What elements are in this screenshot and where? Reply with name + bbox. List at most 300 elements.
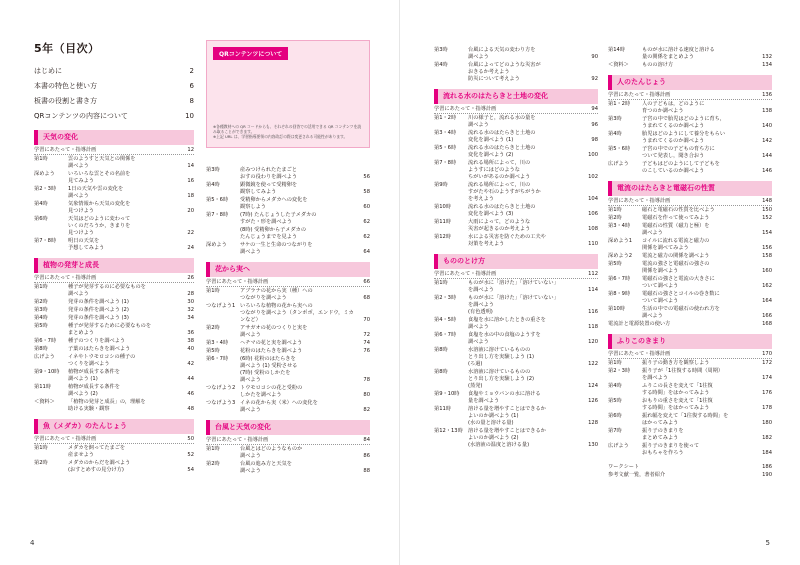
- entry-title: [642, 464, 756, 471]
- entry-title: 食塩を水に溶かしたときの重さを 調べよう: [468, 317, 546, 330]
- entry-title: 天気はどのように変わって いくのだろうか，きまりを 見つけよう: [68, 216, 131, 236]
- entry-title: いろいろな植物の花から実への つながりを調べよう（タンポポ，エンドウ，ミカンなど）: [240, 303, 354, 323]
- entry-page: 74: [363, 340, 370, 346]
- toc-entry: [434, 279, 598, 294]
- entry-lesson: 第1時: [608, 207, 622, 213]
- entry-title: 人の子どもは，どのように 育つのか調べよう: [642, 101, 705, 114]
- entry-lesson: 第2時: [206, 461, 220, 467]
- entry-page: 162: [762, 283, 772, 289]
- entry-lesson: 第2・3時: [608, 368, 631, 374]
- entry-lesson: 第7・8時: [434, 160, 457, 166]
- entry-title: 流れる場所によって，川の すがたや石のようすがちがうか を考えよう: [468, 182, 541, 202]
- qr-notes: [213, 124, 363, 139]
- toc-entry: [608, 46, 772, 61]
- entry-lesson: 第1時: [34, 445, 48, 451]
- entry-page: 98: [591, 137, 598, 143]
- entry-lesson: 第2・3時: [34, 186, 57, 192]
- entry-page: 154: [762, 230, 772, 236]
- entry-page: 178: [762, 405, 772, 411]
- toc-entry: [434, 181, 598, 203]
- entry-title: 振り子の動き方を観察しよう: [642, 360, 710, 366]
- intro-list: [34, 64, 194, 124]
- toc-entry: [608, 206, 772, 214]
- entry-title: (6時) 花粉のはたらきを 調べよう (1) 受粉させる (7時) 受粉のしかたを 調べよう: [240, 356, 298, 383]
- toc-entry: [206, 181, 370, 196]
- entry-title: 発芽の条件を調べよう (1): [68, 299, 129, 305]
- entry-page: 124: [588, 383, 598, 389]
- section-heading: ふりこのきまり: [608, 334, 772, 349]
- entry-page: 130: [588, 442, 598, 448]
- entry-title: 産みつけられたたまごと おすの役わりを調べよう: [240, 167, 298, 180]
- toc-entry: [434, 114, 598, 129]
- entry-title: 子どもはどのようにして子どもを のこしているのか調べよう: [642, 161, 720, 174]
- entry-page: 48: [187, 406, 194, 412]
- entry-page: 158: [762, 253, 772, 259]
- lead-label: 学習にあたって・指導計画: [206, 279, 269, 285]
- entry-lesson: 第8時: [434, 369, 448, 375]
- entry-title: ふりこの長さを変えて「1往復 する時間」をはかってみよう: [642, 383, 713, 396]
- entry-page: 116: [588, 309, 598, 315]
- toc-entry: [608, 471, 772, 479]
- entry-lesson: 第4時: [434, 62, 448, 68]
- toc-entry: [608, 160, 772, 175]
- entry-page: 176: [762, 390, 772, 396]
- entry-page: 44: [187, 376, 194, 382]
- toc-section: [434, 89, 598, 248]
- toc-entry: [34, 322, 194, 337]
- toc-entry: [206, 324, 370, 339]
- intro-page: 2: [189, 67, 194, 75]
- entry-lesson: 第3・4時: [608, 223, 631, 229]
- entry-page: 104: [588, 196, 598, 202]
- lead-label: 学習にあたって・指導計画: [608, 92, 671, 98]
- entry-lesson: 第5時: [206, 348, 220, 354]
- toc-entry: [608, 463, 772, 471]
- intro-item: [34, 109, 194, 124]
- toc-section: [608, 75, 772, 175]
- entry-page: 120: [588, 339, 598, 345]
- entry-page: 78: [363, 377, 370, 383]
- page-number: 5: [765, 539, 770, 547]
- toc-section: [608, 181, 772, 328]
- toc-entry: [434, 390, 598, 405]
- toc-entry: [434, 294, 598, 316]
- entry-lesson: 第5時: [34, 323, 48, 329]
- entry-page: 88: [363, 468, 370, 474]
- entry-lesson: 第4時: [34, 201, 48, 207]
- entry-page: 90: [591, 54, 598, 60]
- section-lead: [34, 434, 194, 444]
- entry-title: 電磁石の強さとコイルの巻き数に ついて調べよう: [642, 291, 720, 304]
- section-heading: もののとけ方: [434, 254, 598, 269]
- entry-lesson: 第3時: [608, 116, 622, 122]
- entry-lesson: 第5・6時: [608, 146, 631, 152]
- entry-lesson: 第4時: [608, 383, 622, 389]
- toc-entry: [608, 61, 772, 69]
- toc-entry: [34, 459, 194, 474]
- entry-lesson: 深めよう: [34, 171, 55, 177]
- toc-entry: [206, 166, 370, 181]
- toc-section: [608, 463, 772, 479]
- entry-page: 126: [588, 398, 598, 404]
- lead-label: 学習にあたって・指導計画: [34, 147, 97, 153]
- entry-page: 106: [588, 211, 598, 217]
- entry-title: 子葉のはたらきを調べよう: [68, 346, 131, 352]
- entry-page: 118: [588, 324, 598, 330]
- toc-entry: [434, 46, 598, 61]
- toc-entry: [434, 405, 598, 427]
- toc-entry: [34, 185, 194, 200]
- toc-entry: [206, 384, 370, 399]
- entry-page: 42: [187, 361, 194, 367]
- entry-title: 種子が発芽するために必要なものを まとめよう: [68, 323, 152, 336]
- entry-lesson: 第7時: [608, 428, 622, 434]
- entry-page: 34: [187, 315, 194, 321]
- entry-page: 32: [187, 307, 194, 313]
- entry-lesson: 第12時: [434, 234, 451, 240]
- toc-entry: [34, 215, 194, 237]
- entry-lesson: 第5・6時: [206, 197, 229, 203]
- entry-page: 46: [187, 391, 194, 397]
- toc-entry: [608, 397, 772, 412]
- entry-title: アサガオの花のつくりと実を 調べよう: [240, 325, 308, 338]
- section-lead: [206, 435, 370, 445]
- toc-entry: [434, 203, 598, 218]
- entry-lesson: 第10時: [608, 306, 625, 312]
- intro-item: [34, 64, 194, 79]
- toc-entry: [206, 460, 370, 475]
- entry-page: 62: [363, 234, 370, 240]
- intro-label: はじめに: [34, 67, 62, 75]
- entry-lesson: 第11時: [434, 219, 451, 225]
- section-lead: [206, 277, 370, 287]
- entry-page: 96: [591, 122, 598, 128]
- entry-page: 56: [363, 174, 370, 180]
- entry-page: 186: [762, 464, 772, 470]
- toc-entry: [34, 398, 194, 413]
- entry-page: 146: [762, 168, 772, 174]
- entry-lesson: 第7・8時: [34, 238, 57, 244]
- entry-title: 顕微鏡を使って受精卵を 観察してみよう: [240, 182, 298, 195]
- entry-title: 発芽の条件を調べよう (2): [68, 307, 129, 313]
- entry-title: 振れ幅を変えて「1往復する時間」を はかってみよう: [642, 413, 729, 426]
- entry-title: 1日の天気や雲の変化を 調べよう: [68, 186, 124, 199]
- entry-lesson: 第4・5時: [434, 317, 457, 323]
- entry-title: コイルに流れる電流と磁力の 関係を調べてみよう: [642, 238, 710, 251]
- toc-section: [206, 262, 370, 414]
- entry-title: ヘチマの花と実を調べよう: [240, 340, 303, 346]
- entry-page: 30: [187, 299, 194, 305]
- lead-page: 94: [591, 106, 598, 112]
- entry-title: 流れる水のはたらきと土地の 変化を調べよう (2): [468, 145, 536, 158]
- entry-title: 食塩を水の中の食塩のようすを 調べよう: [468, 332, 541, 345]
- toc-entry: [608, 412, 772, 427]
- entry-lesson: 第1時: [434, 280, 448, 286]
- entry-title: 「植物の発芽と成長」の，理解を 助ける実験・観察: [68, 399, 146, 412]
- entry-lesson: 第8時: [34, 346, 48, 352]
- entry-title: 台風の進み方と天気を 調べよう: [240, 461, 292, 474]
- entry-lesson: 第9時: [434, 182, 448, 188]
- entry-title: いろいろな雲とその名前を 見てみよう: [68, 171, 131, 184]
- entry-title: 水による災害を防ぐための工夫や 対策を考えよう: [468, 234, 546, 247]
- entry-title: 気象情報から天気の変化を 見つけよう: [68, 201, 131, 214]
- entry-page: 108: [588, 226, 598, 232]
- toc-entry: [608, 305, 772, 320]
- entry-lesson: 第9・10時: [34, 369, 60, 375]
- entry-lesson: 第2時: [34, 299, 48, 305]
- intro-label: 板書の役割と書き方: [34, 97, 97, 105]
- entry-title: 台風による天気の変わり方を 調べよう: [468, 47, 536, 60]
- intro-page: 6: [189, 82, 194, 90]
- entry-lesson: つなげよう3: [206, 400, 236, 406]
- lead-page: 112: [588, 271, 598, 277]
- entry-page: 62: [363, 219, 370, 225]
- entry-page: 114: [588, 287, 598, 293]
- toc-entry: [434, 346, 598, 368]
- toc-section: [608, 46, 772, 69]
- entry-title: メダカのからだを調べよう (おすとめすの見分け方): [68, 460, 131, 473]
- intro-label: QRコンテンツの内容について: [34, 112, 128, 120]
- section-lead: [608, 196, 772, 206]
- section-lead: [608, 90, 772, 100]
- entry-title: おもりの重さを変えて「1往復 する時間」をはかってみよう: [642, 398, 713, 411]
- entry-title: 食塩やミョウバンの水に溶ける 量を調べよう: [468, 391, 541, 404]
- entry-title: 台風とはどのようなものか 調べよう: [240, 446, 303, 459]
- toc-entry: [608, 275, 772, 290]
- qr-note: ※上記 URL は、学習指導要領の内容改訂の際は変更される可能性があります。: [213, 134, 348, 139]
- entry-lesson: つなげよう2: [206, 385, 236, 391]
- entry-title: 電流と磁力の関係を調べよう: [642, 253, 710, 259]
- entry-page: 58: [363, 189, 370, 195]
- entry-page: 128: [588, 420, 598, 426]
- entry-title: 子宮の中で胎児はどのように育ち， うまれてくるのか調べよう: [642, 116, 726, 129]
- entry-page: 100: [588, 152, 598, 158]
- entry-lesson: 第6・7時: [206, 356, 229, 362]
- entry-title: [642, 472, 756, 479]
- toc-entry: [206, 339, 370, 347]
- entry-title: 電磁石を作って使ってみよう: [642, 215, 710, 221]
- lead-label: 学習にあたって・指導計画: [34, 436, 97, 442]
- lead-page: 148: [762, 198, 772, 204]
- entry-page: 184: [762, 450, 772, 456]
- page-number: 4: [30, 539, 35, 547]
- entry-lesson: 第4時: [206, 182, 220, 188]
- entry-title: 振り子のきまりを使って おもちゃを作ろう: [642, 443, 700, 456]
- entry-page: 152: [762, 215, 772, 221]
- toc-entry: [434, 144, 598, 159]
- entry-lesson: 第2時: [608, 215, 622, 221]
- toc-entry: [608, 359, 772, 367]
- entry-lesson: ＜資料＞: [34, 399, 55, 405]
- entry-page: 52: [187, 452, 194, 458]
- section-heading: 魚（メダカ）のたんじょう: [34, 419, 194, 434]
- entry-title: 雲のようすと天気との関係を 調べよう: [68, 156, 136, 169]
- toc-entry: [608, 222, 772, 237]
- toc-entry: [608, 145, 772, 160]
- entry-title: 植物が成長する条件を 調べよう (2): [68, 384, 120, 397]
- toc-entry: [608, 442, 772, 457]
- entry-lesson: 第14時: [608, 47, 625, 53]
- toc-entry: [34, 200, 194, 215]
- entry-page: 174: [762, 375, 772, 381]
- toc-entry: [34, 306, 194, 314]
- toc-entry: [608, 237, 772, 252]
- toc-entry: [206, 399, 370, 414]
- entry-title: 台風によってどのような災害が おきるか考えよう 防災について考えよう: [468, 62, 541, 82]
- entry-page: 76: [363, 348, 370, 354]
- entry-page: 18: [187, 193, 194, 199]
- toc-section: [434, 254, 598, 449]
- toc-entry: [434, 61, 598, 83]
- entry-page: 172: [762, 360, 772, 366]
- entry-lesson: 第1時: [206, 288, 220, 294]
- entry-page: 82: [363, 407, 370, 413]
- entry-page: 60: [363, 204, 370, 210]
- lead-label: 学習にあたって・指導計画: [34, 275, 97, 281]
- entry-lesson: ワークシート: [608, 464, 640, 470]
- entry-lesson: 第1時: [34, 284, 48, 290]
- toc-entry: [434, 129, 598, 144]
- entry-title: ものが水に「溶けた」「溶けていない」 を調べよう: [468, 280, 559, 293]
- intro-item: [34, 94, 194, 109]
- lead-label: 学習にあたって・指導計画: [434, 271, 497, 277]
- toc-entry: [34, 155, 194, 170]
- lead-page: 136: [762, 92, 772, 98]
- entry-lesson: 第3・4時: [206, 340, 229, 346]
- intro-item: [34, 79, 194, 94]
- section-heading: 人のたんじょう: [608, 75, 772, 90]
- entry-title: 種子のつくりを調べよう: [68, 338, 126, 344]
- entry-lesson: 第1・2時: [608, 101, 631, 107]
- entry-title: 電磁石の強さと電流の大きさに ついて調べよう: [642, 276, 715, 289]
- toc-entry: [434, 159, 598, 181]
- toc-entry: [206, 302, 370, 324]
- lead-label: 学習にあたって・指導計画: [206, 437, 269, 443]
- toc-entry: [608, 130, 772, 145]
- entry-page: 54: [187, 467, 194, 473]
- toc-entry: [206, 211, 370, 226]
- entry-title: 水溶液に溶けているものの とり出し方を実験しよう (1) (ろ過): [468, 347, 535, 367]
- entry-lesson: 参考文献一覧，著者紹介: [608, 472, 666, 478]
- entry-lesson: 広げよう: [34, 354, 55, 360]
- toc-entry: [34, 368, 194, 383]
- entry-lesson: 第6・7時: [34, 338, 57, 344]
- entry-lesson: 第3時: [206, 167, 220, 173]
- entry-page: 140: [762, 123, 772, 129]
- entry-lesson: 第1・2時: [434, 115, 457, 121]
- entry-lesson: 第3時: [34, 307, 48, 313]
- entry-page: 182: [762, 435, 772, 441]
- entry-page: 64: [363, 249, 370, 255]
- entry-title: 大雨によって，どのような 災害が起きるのか考えよう: [468, 219, 531, 232]
- entry-lesson: 電流計と電源装置の使い方: [608, 321, 671, 327]
- entry-title: (8時) 受精卵から子メダカの たんじょうまでを見よう: [240, 227, 307, 240]
- left-column-2: [206, 160, 370, 475]
- toc-entry: [608, 100, 772, 115]
- entry-page: 86: [363, 453, 370, 459]
- entry-lesson: 第6時: [608, 413, 622, 419]
- section-lead: [34, 145, 194, 155]
- entry-lesson: 第2時: [34, 460, 48, 466]
- toc-entry: [608, 382, 772, 397]
- entry-title: 溶ける量を増やすことはできるか よいのか調べよう (1) (水の量と溶ける量): [468, 406, 546, 426]
- section-lead: [608, 349, 772, 359]
- entry-lesson: 第3時: [434, 47, 448, 53]
- entry-page: 68: [363, 295, 370, 301]
- entry-lesson: 第10時: [434, 204, 451, 210]
- toc-entry: [34, 314, 194, 322]
- entry-lesson: ＜資料＞: [608, 62, 629, 68]
- entry-lesson: 第12・13時: [434, 428, 463, 434]
- entry-page: 24: [187, 245, 194, 251]
- section-lead: [434, 104, 598, 114]
- entry-lesson: 深めよう1: [608, 238, 633, 244]
- toc-entry: [608, 320, 772, 328]
- entry-title: ものが水に溶ける速度と溶ける 量の関係をまとめよう: [642, 47, 715, 60]
- toc-entry: [434, 316, 598, 331]
- lead-label: 学習にあたって・指導計画: [608, 198, 671, 204]
- entry-title: トウモロコシの花と受粉の しかたを調べよう: [240, 385, 303, 398]
- entry-page: 168: [762, 321, 772, 327]
- toc-entry: [34, 283, 194, 298]
- lead-page: 50: [187, 436, 194, 442]
- entry-page: 138: [762, 108, 772, 114]
- entry-lesson: 深めよう: [206, 242, 227, 248]
- toc-entry: [34, 170, 194, 185]
- entry-page: 28: [187, 291, 194, 297]
- entry-lesson: 第2時: [206, 325, 220, 331]
- toc-entry: [206, 347, 370, 355]
- entry-title: 振り子が「1往復する時間（周期） を調べよう: [642, 368, 724, 381]
- lead-page: 12: [187, 147, 194, 153]
- entry-title: イネの花から実（米）への変化を 調べよう: [240, 400, 318, 413]
- entry-lesson: 第1時: [206, 446, 220, 452]
- entry-page: 92: [591, 76, 598, 82]
- entry-lesson: 第6・7時: [434, 332, 457, 338]
- entry-lesson: 第5時: [608, 398, 622, 404]
- entry-title: 受精卵からメダカへの変化を 観察しよう: [240, 197, 308, 210]
- toc-entry: [434, 233, 598, 248]
- entry-title: 胎児はどのようにして養分をもらい うまれてくるのか調べよう: [642, 131, 726, 144]
- lead-label: 学習にあたって・指導計画: [608, 351, 671, 357]
- entry-page: 70: [363, 317, 370, 323]
- entry-title: [642, 321, 756, 328]
- intro-label: 本書の特色と使い方: [34, 82, 97, 90]
- toc-entry: [34, 345, 194, 353]
- intro-page: 10: [185, 112, 194, 120]
- entry-lesson: 第8・9時: [608, 291, 631, 297]
- qr-title: QRコンテンツについて: [213, 47, 288, 60]
- entry-page: 22: [187, 230, 194, 236]
- entry-title: (7時) たんじょうした子メダカの すがた・形を調べよう: [240, 212, 317, 225]
- entry-lesson: 第5・6時: [434, 145, 457, 151]
- section-heading: 天気の変化: [34, 130, 194, 145]
- page-title: 5年（目次）: [34, 42, 100, 55]
- section-heading: 流れる水のはたらきと土地の変化: [434, 89, 598, 104]
- entry-title: イネやトウモロコシの種子の つくりを調べよう: [68, 354, 136, 367]
- entry-lesson: 第3・4時: [434, 130, 457, 136]
- section-heading: 植物の発芽と成長: [34, 258, 194, 273]
- entry-lesson: 第1時: [608, 360, 622, 366]
- intro-page: 8: [189, 97, 194, 105]
- entry-title: 流れる水のはたらきと土地の 変化を調べよう (3): [468, 204, 536, 217]
- toc-entry: [206, 241, 370, 256]
- lead-page: 66: [363, 279, 370, 285]
- entry-title: 花粉のはたらきを調べよう: [240, 348, 303, 354]
- entry-page: 38: [187, 338, 194, 344]
- lead-page: 170: [762, 351, 772, 357]
- entry-page: 142: [762, 138, 772, 144]
